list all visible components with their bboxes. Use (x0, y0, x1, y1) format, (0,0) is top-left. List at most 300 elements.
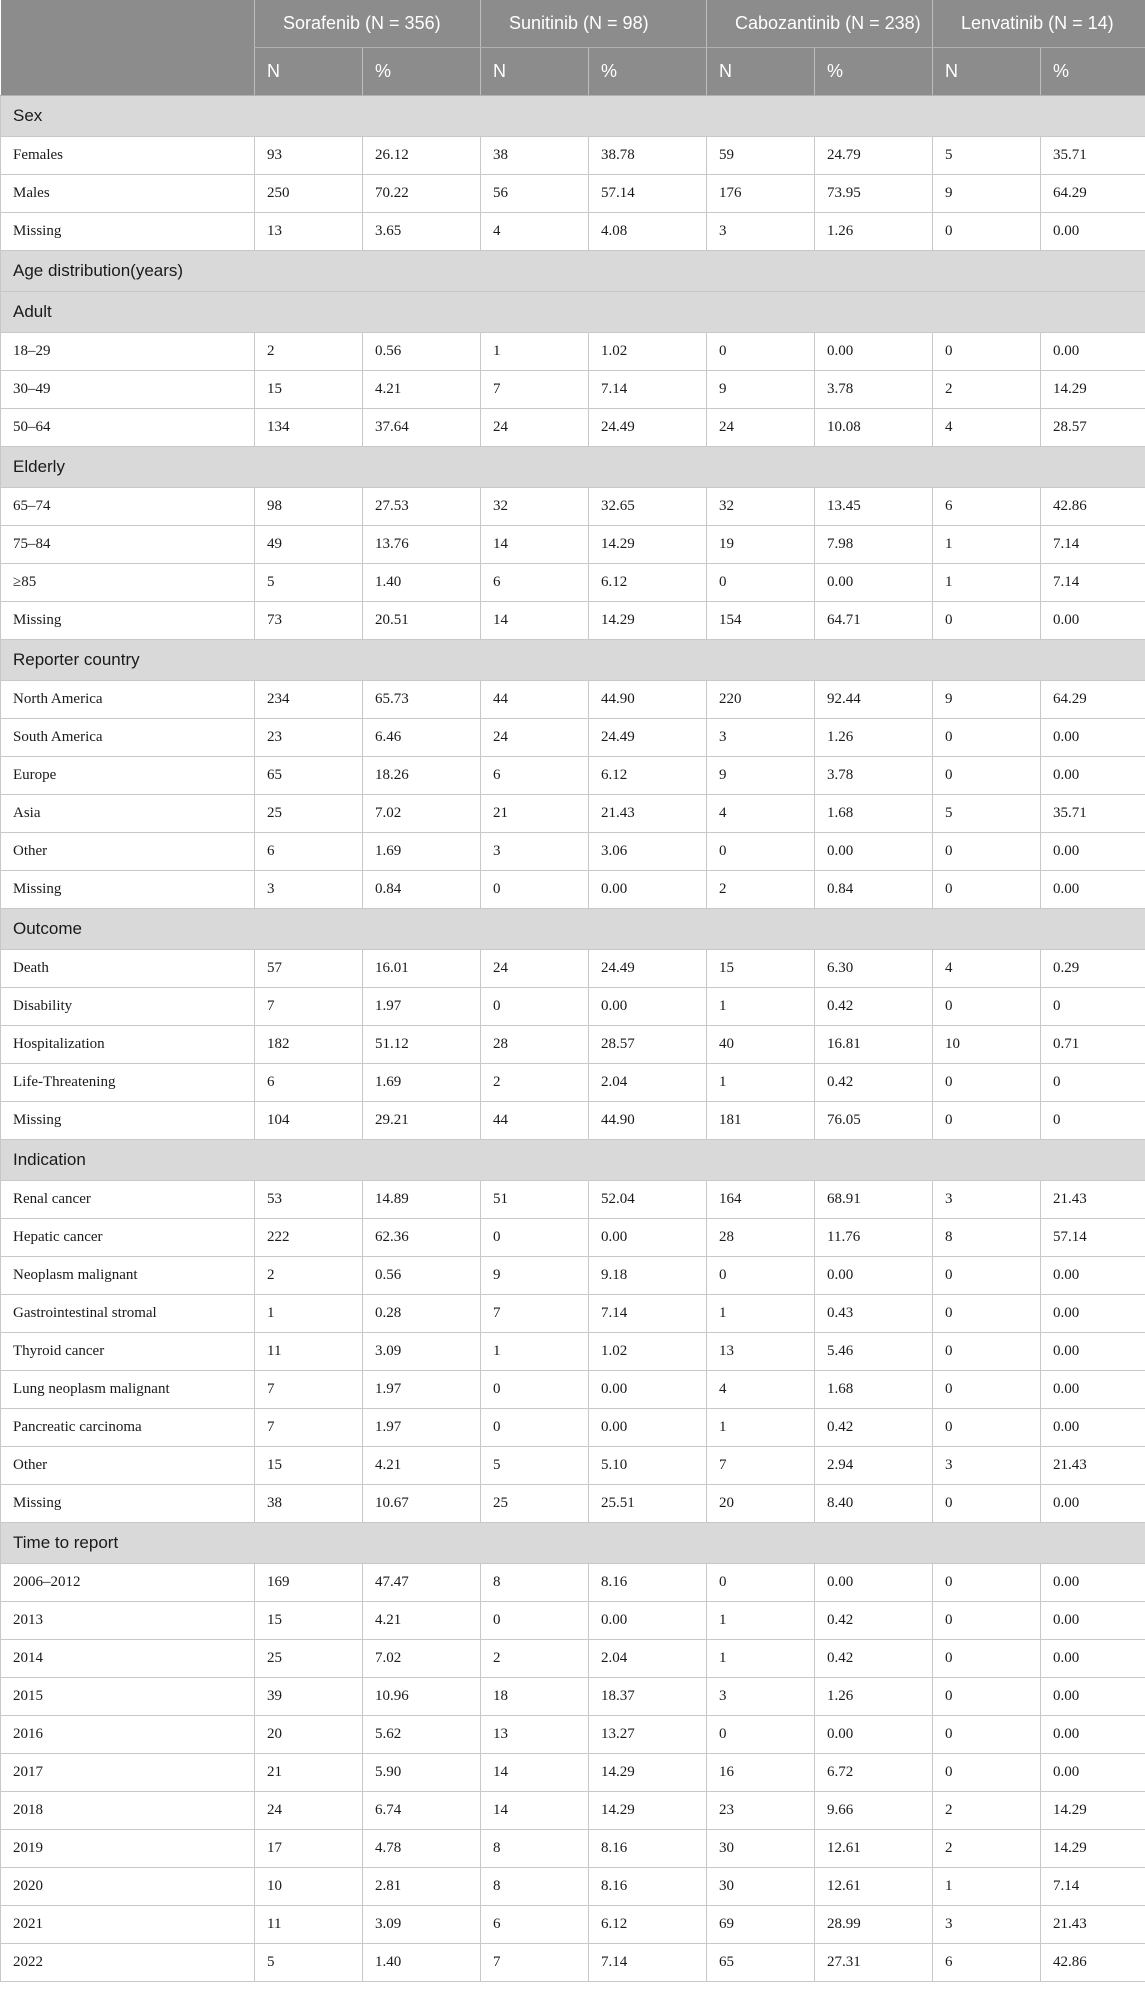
cell-percent: 4.21 (363, 1602, 481, 1640)
cell-percent: 3.78 (815, 371, 933, 409)
cell-count: 3 (481, 833, 589, 871)
cell-count: 32 (707, 488, 815, 526)
cell-count: 1 (707, 1409, 815, 1447)
cell-percent: 10.08 (815, 409, 933, 447)
cell-count: 57 (255, 950, 363, 988)
cell-percent: 1.26 (815, 719, 933, 757)
cell-percent: 92.44 (815, 681, 933, 719)
cell-count: 0 (933, 1333, 1041, 1371)
cell-count: 5 (481, 1447, 589, 1485)
row-label: 50–64 (1, 409, 255, 447)
cell-count: 220 (707, 681, 815, 719)
cell-count: 8 (933, 1219, 1041, 1257)
cell-count: 15 (707, 950, 815, 988)
cell-percent: 0.42 (815, 1409, 933, 1447)
cell-percent: 7.98 (815, 526, 933, 564)
cell-count: 3 (707, 1678, 815, 1716)
cell-count: 13 (481, 1716, 589, 1754)
row-label: 2014 (1, 1640, 255, 1678)
cell-percent: 35.71 (1041, 795, 1145, 833)
header-pct: % (363, 48, 481, 96)
cell-percent: 0.00 (1041, 833, 1145, 871)
cell-count: 24 (481, 950, 589, 988)
cell-count: 49 (255, 526, 363, 564)
cell-count: 6 (933, 1944, 1041, 1982)
cell-percent: 7.14 (589, 1295, 707, 1333)
section-header-row (1, 1140, 1145, 1181)
row-label: Pancreatic carcinoma (1, 1409, 255, 1447)
table-row (1, 1064, 1145, 1102)
cell-percent: 12.61 (815, 1830, 933, 1868)
cell-percent: 3.09 (363, 1333, 481, 1371)
cell-count: 44 (481, 1102, 589, 1140)
row-label: 2019 (1, 1830, 255, 1868)
cell-percent: 14.29 (589, 1792, 707, 1830)
cell-percent: 5.62 (363, 1716, 481, 1754)
cell-count: 1 (933, 1868, 1041, 1906)
table-row (1, 564, 1145, 602)
cell-percent: 52.04 (589, 1181, 707, 1219)
cell-percent: 0.00 (589, 1219, 707, 1257)
cell-percent: 0.00 (1041, 719, 1145, 757)
cell-percent: 14.89 (363, 1181, 481, 1219)
cell-percent: 0.00 (589, 988, 707, 1026)
cell-percent: 7.02 (363, 1640, 481, 1678)
cell-percent: 10.67 (363, 1485, 481, 1523)
section-header-row (1, 640, 1145, 681)
cell-count: 73 (255, 602, 363, 640)
cell-percent: 35.71 (1041, 137, 1145, 175)
cell-percent: 14.29 (1041, 1830, 1145, 1868)
cell-percent: 28.57 (589, 1026, 707, 1064)
cell-percent: 1.02 (589, 333, 707, 371)
section-title: Adult (1, 292, 1145, 333)
cell-count: 3 (707, 213, 815, 251)
row-label: Lung neoplasm malignant (1, 1371, 255, 1409)
cell-count: 0 (933, 719, 1041, 757)
cell-count: 53 (255, 1181, 363, 1219)
cell-count: 0 (481, 1409, 589, 1447)
cell-percent: 0.43 (815, 1295, 933, 1333)
row-label: North America (1, 681, 255, 719)
cell-count: 14 (481, 602, 589, 640)
cell-percent: 3.09 (363, 1906, 481, 1944)
cell-count: 2 (255, 1257, 363, 1295)
table-row (1, 1181, 1145, 1219)
row-label: South America (1, 719, 255, 757)
cell-percent: 44.90 (589, 1102, 707, 1140)
table-row (1, 1678, 1145, 1716)
cell-count: 2 (933, 1830, 1041, 1868)
cell-count: 23 (707, 1792, 815, 1830)
cell-count: 4 (707, 1371, 815, 1409)
cell-percent: 0.00 (1041, 1564, 1145, 1602)
cell-count: 9 (707, 371, 815, 409)
cell-percent: 5.10 (589, 1447, 707, 1485)
row-label: Disability (1, 988, 255, 1026)
table-row (1, 1102, 1145, 1140)
cell-percent: 1.69 (363, 833, 481, 871)
cell-percent: 57.14 (1041, 1219, 1145, 1257)
header-n: N (255, 48, 363, 96)
cell-count: 69 (707, 1906, 815, 1944)
cell-count: 28 (707, 1219, 815, 1257)
cell-count: 2 (707, 871, 815, 909)
row-label: Death (1, 950, 255, 988)
cell-count: 65 (255, 757, 363, 795)
cell-percent: 16.01 (363, 950, 481, 988)
cell-percent: 1.97 (363, 1409, 481, 1447)
cell-count: 0 (933, 602, 1041, 640)
table-row (1, 1026, 1145, 1064)
cell-percent: 37.64 (363, 409, 481, 447)
cell-percent: 13.27 (589, 1716, 707, 1754)
row-label: Hospitalization (1, 1026, 255, 1064)
cell-count: 44 (481, 681, 589, 719)
row-label: 2020 (1, 1868, 255, 1906)
cell-percent: 57.14 (589, 175, 707, 213)
cell-percent: 0.00 (1041, 1716, 1145, 1754)
cell-percent: 0.00 (815, 833, 933, 871)
cell-percent: 32.65 (589, 488, 707, 526)
table-row (1, 1333, 1145, 1371)
cell-percent: 4.21 (363, 1447, 481, 1485)
header-n: N (707, 48, 815, 96)
header-row-drugs (1, 0, 1145, 48)
cell-count: 20 (707, 1485, 815, 1523)
table-row (1, 1944, 1145, 1982)
cell-percent: 9.66 (815, 1792, 933, 1830)
cell-percent: 7.14 (1041, 526, 1145, 564)
cell-percent: 6.72 (815, 1754, 933, 1792)
cell-percent: 0.42 (815, 988, 933, 1026)
cell-count: 5 (933, 137, 1041, 175)
table-row (1, 833, 1145, 871)
cell-percent: 0.00 (1041, 1640, 1145, 1678)
table-row (1, 1716, 1145, 1754)
cell-count: 0 (933, 871, 1041, 909)
table-row (1, 1295, 1145, 1333)
cell-percent: 28.57 (1041, 409, 1145, 447)
cell-count: 1 (255, 1295, 363, 1333)
cell-count: 7 (481, 371, 589, 409)
cell-count: 21 (481, 795, 589, 833)
cell-percent: 27.31 (815, 1944, 933, 1982)
cell-count: 8 (481, 1564, 589, 1602)
cell-count: 20 (255, 1716, 363, 1754)
cell-percent: 5.90 (363, 1754, 481, 1792)
cell-count: 24 (255, 1792, 363, 1830)
row-label: Neoplasm malignant (1, 1257, 255, 1295)
cell-percent: 20.51 (363, 602, 481, 640)
cell-count: 0 (933, 1602, 1041, 1640)
cell-count: 7 (481, 1944, 589, 1982)
cell-percent: 1.97 (363, 1371, 481, 1409)
cell-percent: 0.00 (1041, 871, 1145, 909)
cell-percent: 0 (1041, 988, 1145, 1026)
header-drug-sunitinib: Sunitinib (N = 98) (481, 0, 707, 48)
cell-percent: 0.00 (589, 1409, 707, 1447)
cell-percent: 6.30 (815, 950, 933, 988)
cell-percent: 18.37 (589, 1678, 707, 1716)
cell-percent: 6.74 (363, 1792, 481, 1830)
cell-percent: 42.86 (1041, 488, 1145, 526)
cell-count: 15 (255, 371, 363, 409)
cell-count: 7 (255, 988, 363, 1026)
cell-count: 10 (933, 1026, 1041, 1064)
cell-count: 0 (933, 1102, 1041, 1140)
cell-percent: 0.00 (1041, 1295, 1145, 1333)
cell-percent: 13.45 (815, 488, 933, 526)
table-row (1, 1447, 1145, 1485)
table-row (1, 602, 1145, 640)
cell-count: 250 (255, 175, 363, 213)
cell-percent: 2.94 (815, 1447, 933, 1485)
cell-count: 2 (481, 1064, 589, 1102)
table-row (1, 1830, 1145, 1868)
cell-count: 9 (933, 681, 1041, 719)
section-title: Elderly (1, 447, 1145, 488)
cell-percent: 7.14 (1041, 564, 1145, 602)
row-label: 2022 (1, 1944, 255, 1982)
row-label: ≥85 (1, 564, 255, 602)
cell-percent: 10.96 (363, 1678, 481, 1716)
table-row (1, 526, 1145, 564)
cell-count: 0 (933, 757, 1041, 795)
cell-count: 1 (933, 526, 1041, 564)
cell-count: 6 (481, 564, 589, 602)
cell-percent: 1.40 (363, 564, 481, 602)
cell-percent: 0.84 (815, 871, 933, 909)
cell-count: 5 (255, 1944, 363, 1982)
cell-count: 2 (255, 333, 363, 371)
table-row (1, 175, 1145, 213)
cell-percent: 27.53 (363, 488, 481, 526)
cell-count: 6 (255, 1064, 363, 1102)
cell-percent: 21.43 (1041, 1447, 1145, 1485)
cell-percent: 0 (1041, 1064, 1145, 1102)
table-row (1, 795, 1145, 833)
cell-percent: 24.49 (589, 409, 707, 447)
cell-percent: 18.26 (363, 757, 481, 795)
cell-percent: 1.68 (815, 1371, 933, 1409)
cell-percent: 0.42 (815, 1640, 933, 1678)
section-header-row (1, 447, 1145, 488)
cell-count: 11 (255, 1906, 363, 1944)
cell-count: 7 (707, 1447, 815, 1485)
row-label: 65–74 (1, 488, 255, 526)
cell-percent: 0.56 (363, 333, 481, 371)
table-row (1, 1906, 1145, 1944)
cell-count: 6 (255, 833, 363, 871)
cell-count: 134 (255, 409, 363, 447)
row-label: Other (1, 1447, 255, 1485)
row-label: Life-Threatening (1, 1064, 255, 1102)
cell-count: 0 (933, 213, 1041, 251)
cell-count: 21 (255, 1754, 363, 1792)
cell-percent: 51.12 (363, 1026, 481, 1064)
cell-count: 14 (481, 526, 589, 564)
cell-count: 8 (481, 1830, 589, 1868)
row-label: 30–49 (1, 371, 255, 409)
header-pct: % (815, 48, 933, 96)
cell-count: 176 (707, 175, 815, 213)
cell-percent: 0.00 (1041, 1485, 1145, 1523)
table-row (1, 1640, 1145, 1678)
cell-percent: 0.00 (815, 1257, 933, 1295)
cell-count: 7 (255, 1409, 363, 1447)
cell-percent: 6.46 (363, 719, 481, 757)
cell-percent: 0.71 (1041, 1026, 1145, 1064)
table-row (1, 988, 1145, 1026)
table-row (1, 1792, 1145, 1830)
cell-percent: 73.95 (815, 175, 933, 213)
cell-count: 2 (933, 1792, 1041, 1830)
cell-percent: 13.76 (363, 526, 481, 564)
section-header-row (1, 96, 1145, 137)
cell-count: 25 (255, 1640, 363, 1678)
cell-percent: 0.00 (1041, 1754, 1145, 1792)
cell-count: 0 (707, 1716, 815, 1754)
cell-count: 32 (481, 488, 589, 526)
table-row (1, 1485, 1145, 1523)
cell-count: 25 (481, 1485, 589, 1523)
cell-percent: 65.73 (363, 681, 481, 719)
section-title: Indication (1, 1140, 1145, 1181)
cell-percent: 64.29 (1041, 681, 1145, 719)
cell-count: 154 (707, 602, 815, 640)
row-label: 75–84 (1, 526, 255, 564)
header-corner (1, 0, 255, 96)
cell-count: 0 (933, 988, 1041, 1026)
cell-count: 3 (933, 1447, 1041, 1485)
cell-percent: 0.00 (815, 1564, 933, 1602)
cell-count: 59 (707, 137, 815, 175)
cell-percent: 6.12 (589, 564, 707, 602)
cell-percent: 16.81 (815, 1026, 933, 1064)
cell-count: 3 (707, 719, 815, 757)
header-drug-cabozantinib: Cabozantinib (N = 238) (707, 0, 933, 48)
cell-count: 9 (707, 757, 815, 795)
cell-percent: 24.79 (815, 137, 933, 175)
cell-count: 9 (933, 175, 1041, 213)
row-label: Thyroid cancer (1, 1333, 255, 1371)
table-row (1, 1564, 1145, 1602)
cell-count: 1 (707, 988, 815, 1026)
cell-percent: 6.12 (589, 757, 707, 795)
cell-count: 10 (255, 1868, 363, 1906)
table-row (1, 1602, 1145, 1640)
cell-count: 38 (481, 137, 589, 175)
cell-count: 1 (707, 1295, 815, 1333)
section-header-row (1, 292, 1145, 333)
cell-count: 0 (933, 1678, 1041, 1716)
row-label: Females (1, 137, 255, 175)
cell-percent: 1.26 (815, 213, 933, 251)
cell-count: 5 (255, 564, 363, 602)
row-label: Males (1, 175, 255, 213)
cell-count: 30 (707, 1830, 815, 1868)
cell-percent: 0.00 (1041, 1602, 1145, 1640)
cell-count: 93 (255, 137, 363, 175)
cell-count: 104 (255, 1102, 363, 1140)
cell-count: 0 (933, 833, 1041, 871)
row-label: Hepatic cancer (1, 1219, 255, 1257)
cell-count: 24 (707, 409, 815, 447)
cell-count: 4 (933, 950, 1041, 988)
cell-percent: 0.56 (363, 1257, 481, 1295)
cell-count: 1 (707, 1602, 815, 1640)
cell-percent: 8.16 (589, 1868, 707, 1906)
table-row (1, 1257, 1145, 1295)
cell-count: 24 (481, 719, 589, 757)
cell-count: 0 (481, 988, 589, 1026)
cell-percent: 0.00 (1041, 1409, 1145, 1447)
cell-percent: 1.02 (589, 1333, 707, 1371)
cell-percent: 21.43 (1041, 1181, 1145, 1219)
section-title: Outcome (1, 909, 1145, 950)
row-label: 2015 (1, 1678, 255, 1716)
cell-count: 0 (933, 1716, 1041, 1754)
table-row (1, 757, 1145, 795)
cell-count: 181 (707, 1102, 815, 1140)
cell-percent: 3.65 (363, 213, 481, 251)
cell-percent: 64.29 (1041, 175, 1145, 213)
cell-percent: 2.04 (589, 1064, 707, 1102)
cell-count: 14 (481, 1754, 589, 1792)
cell-count: 2 (933, 371, 1041, 409)
cell-count: 6 (481, 757, 589, 795)
cell-count: 0 (481, 1371, 589, 1409)
cell-percent: 1.69 (363, 1064, 481, 1102)
cell-count: 9 (481, 1257, 589, 1295)
cell-count: 1 (707, 1064, 815, 1102)
section-title: Age distribution(years) (1, 251, 1145, 292)
cell-count: 1 (933, 564, 1041, 602)
cell-count: 222 (255, 1219, 363, 1257)
cell-count: 3 (933, 1906, 1041, 1944)
table-row (1, 137, 1145, 175)
cell-percent: 0.42 (815, 1064, 933, 1102)
cell-count: 169 (255, 1564, 363, 1602)
cell-count: 0 (707, 1564, 815, 1602)
cell-percent: 0.00 (1041, 333, 1145, 371)
cell-count: 25 (255, 795, 363, 833)
cell-percent: 42.86 (1041, 1944, 1145, 1982)
cell-count: 13 (707, 1333, 815, 1371)
cell-count: 0 (933, 1485, 1041, 1523)
row-label: Asia (1, 795, 255, 833)
cell-count: 0 (933, 1754, 1041, 1792)
cell-count: 182 (255, 1026, 363, 1064)
cell-count: 164 (707, 1181, 815, 1219)
table-row (1, 719, 1145, 757)
table-row (1, 1371, 1145, 1409)
cell-percent: 0.00 (815, 333, 933, 371)
table-row (1, 333, 1145, 371)
cell-percent: 8.40 (815, 1485, 933, 1523)
cell-percent: 64.71 (815, 602, 933, 640)
cell-count: 39 (255, 1678, 363, 1716)
cell-count: 0 (933, 333, 1041, 371)
cell-percent: 3.78 (815, 757, 933, 795)
cell-count: 17 (255, 1830, 363, 1868)
cell-count: 1 (707, 1640, 815, 1678)
cell-count: 4 (933, 409, 1041, 447)
cell-count: 1 (481, 1333, 589, 1371)
cell-percent: 3.06 (589, 833, 707, 871)
cell-percent: 4.21 (363, 371, 481, 409)
